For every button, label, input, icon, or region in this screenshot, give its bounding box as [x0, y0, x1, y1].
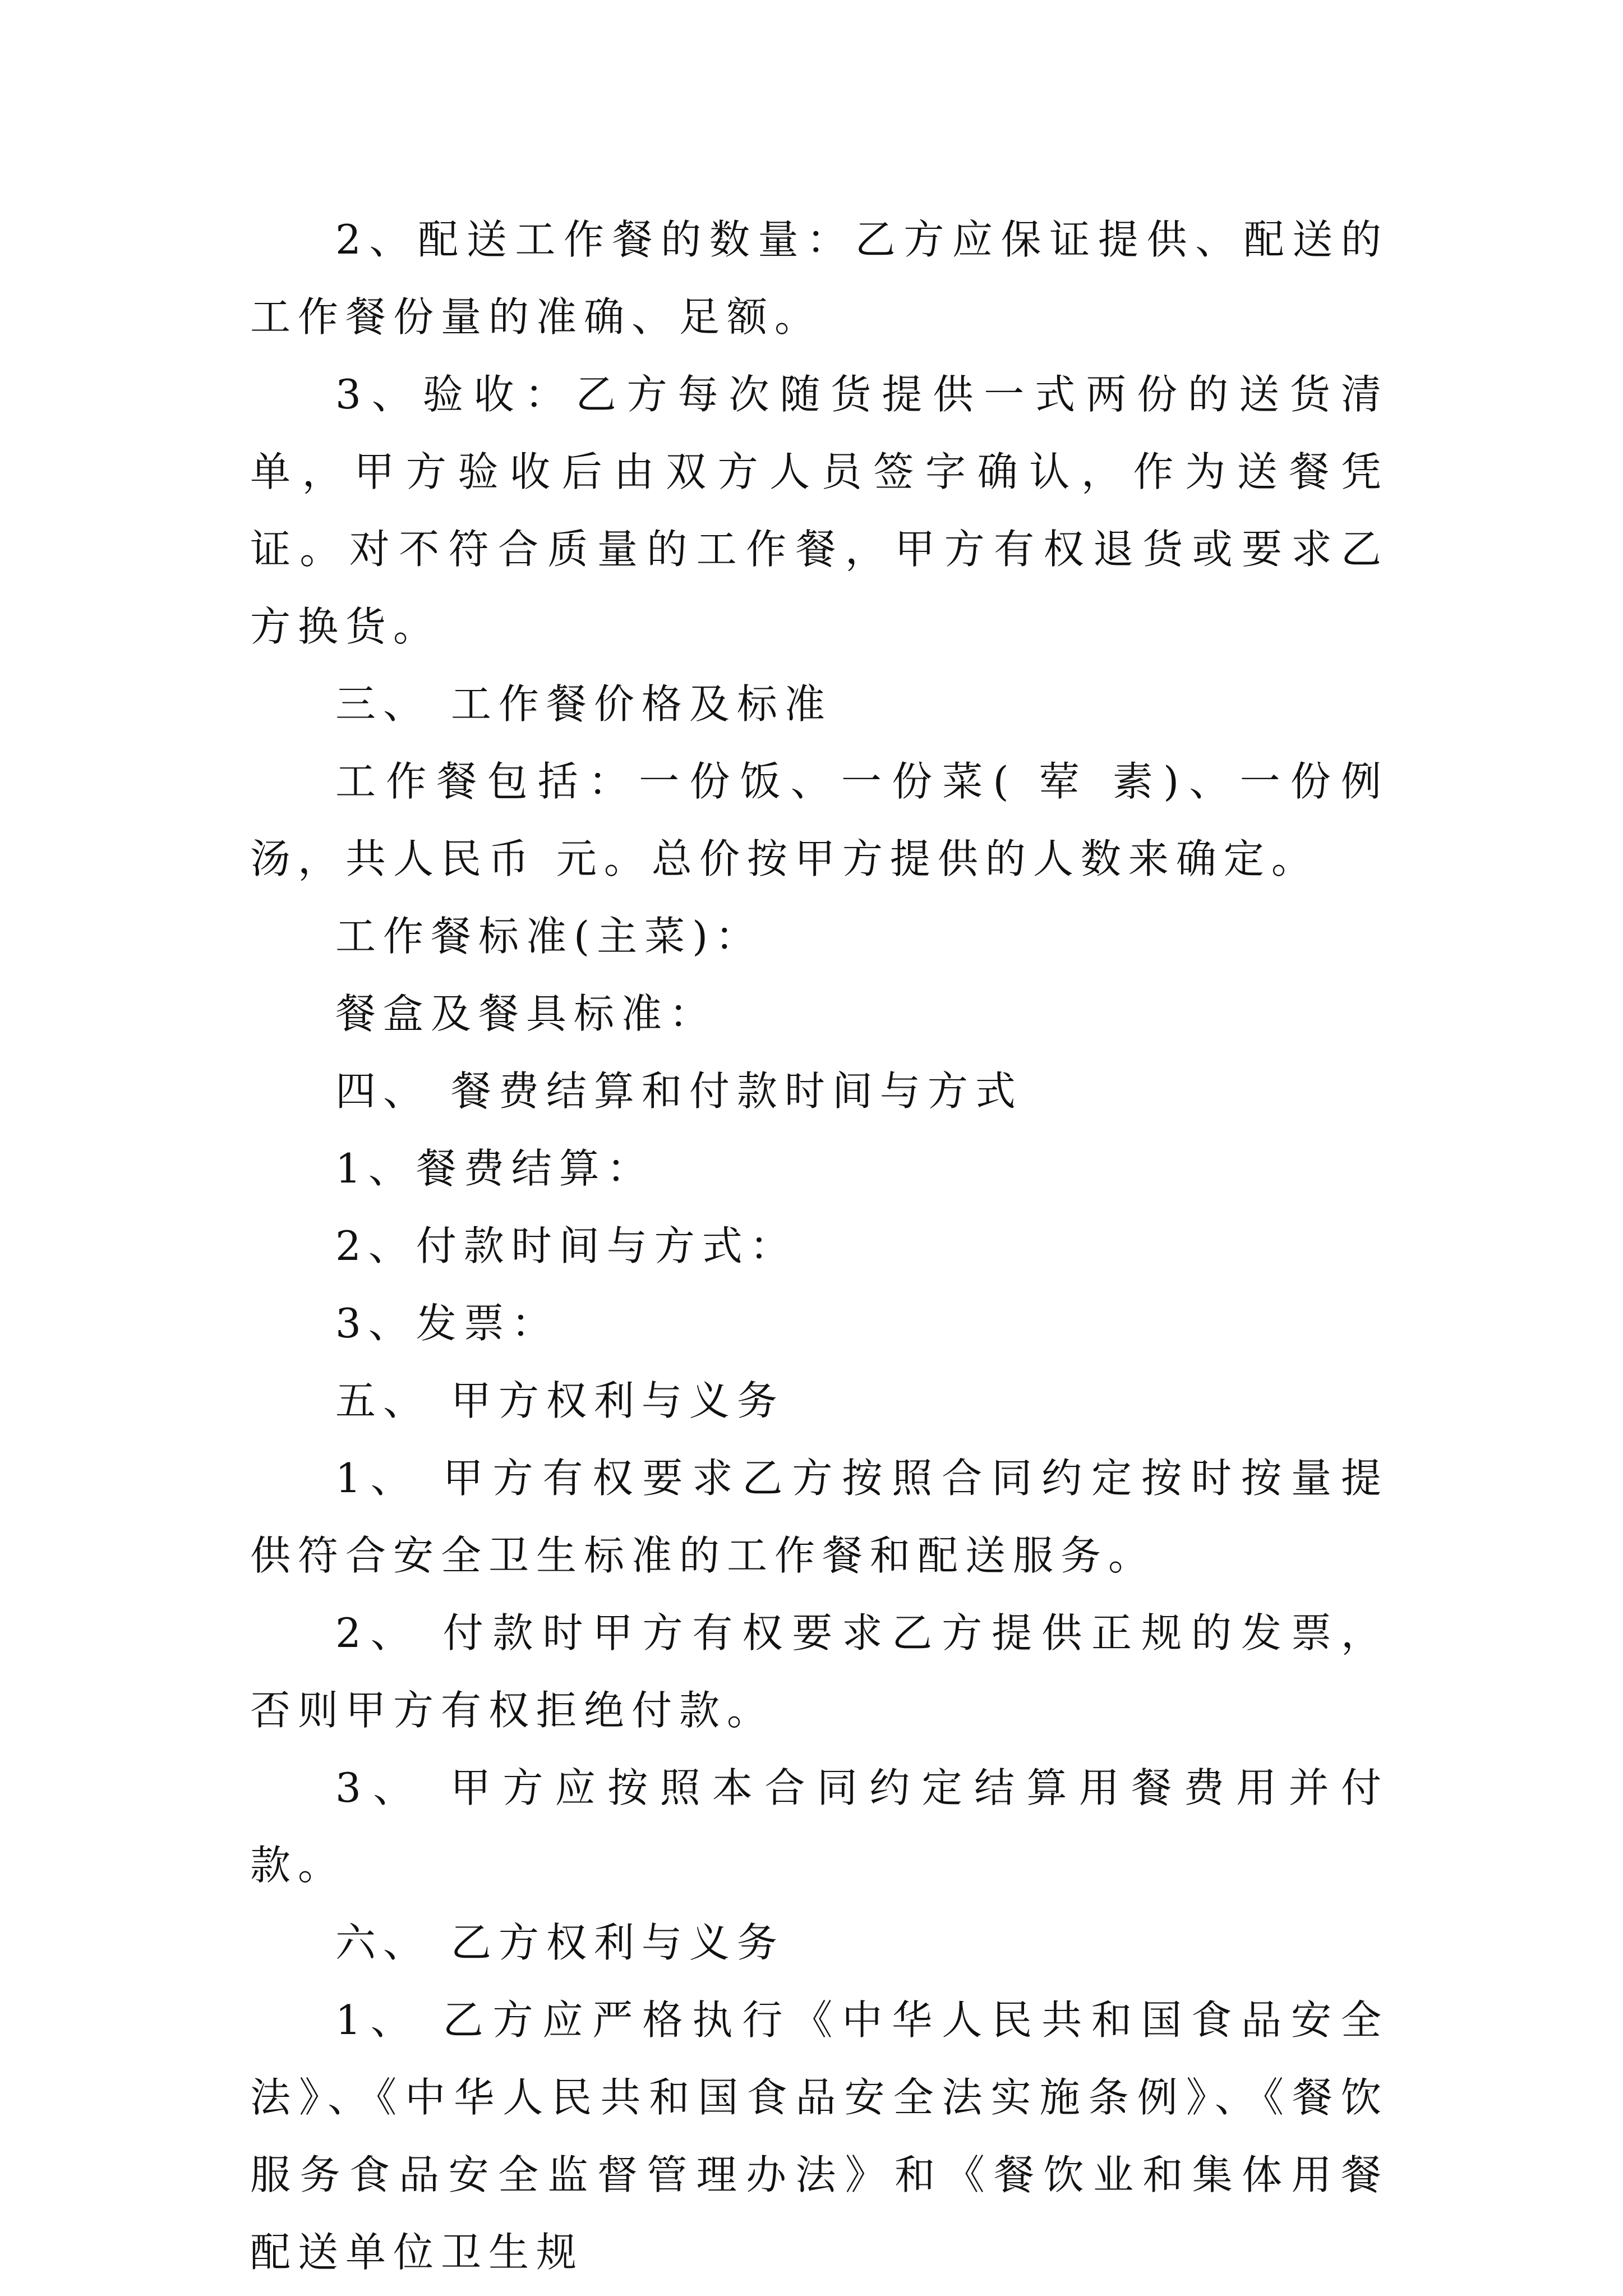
party-a-clause-1: 1、 甲方有权要求乙方按照合同约定按时按量提供符合安全卫生标准的工作餐和配送服务。 — [250, 1455, 1389, 1579]
clause-2-quantity: 2、配送工作餐的数量：乙方应保证提供、配送的工作餐份量的准确、足额。 — [250, 216, 1389, 341]
invoice-line: 3、发票： — [335, 1300, 559, 1347]
tableware-standard-line: 餐盒及餐具标准： — [335, 990, 717, 1037]
party-a-clause-3: 3、 甲方应按照本合同约定结算用餐费用并付款。 — [250, 1764, 1389, 1889]
section-5-heading: 五、 甲方权利与义务 — [335, 1377, 785, 1424]
party-a-clause-2: 2、 付款时甲方有权要求乙方提供正规的发票，否则甲方有权拒绝付款。 — [250, 1609, 1389, 1734]
meal-standard-line: 工作餐标准(主菜)： — [335, 913, 763, 960]
party-b-clause-1: 1、 乙方应严格执行《中华人民共和国食品安全法》、《中华人民共和国食品安全法实施条例》、《餐饮服务食品安全监督管理办法》和《餐饮业和集体用餐配送单位卫生规 — [250, 1996, 1389, 2276]
section-6-heading: 六、 乙方权利与义务 — [335, 1919, 785, 1966]
payment-time-line: 2、付款时间与方式： — [335, 1222, 797, 1269]
document-body — [250, 201, 1389, 2291]
section-4-heading: 四、 餐费结算和付款时间与方式 — [335, 1068, 1023, 1115]
section-3-heading: 三、 工作餐价格及标准 — [335, 680, 832, 728]
clause-3-acceptance: 3、验收：乙方每次随货提供一式两份的送货清单，甲方验收后由双方人员签字确认，作为送餐凭证。对不符合质量的工作餐，甲方有权退货或要求乙方换货。 — [250, 371, 1389, 650]
meal-contents-paragraph: 工作餐包括：一份饭、一份菜( 荤 素)、一份例汤，共人民币 元。总价按甲方提供的人数来确定。 — [250, 758, 1389, 882]
settlement-line: 1、餐费结算： — [335, 1145, 654, 1192]
